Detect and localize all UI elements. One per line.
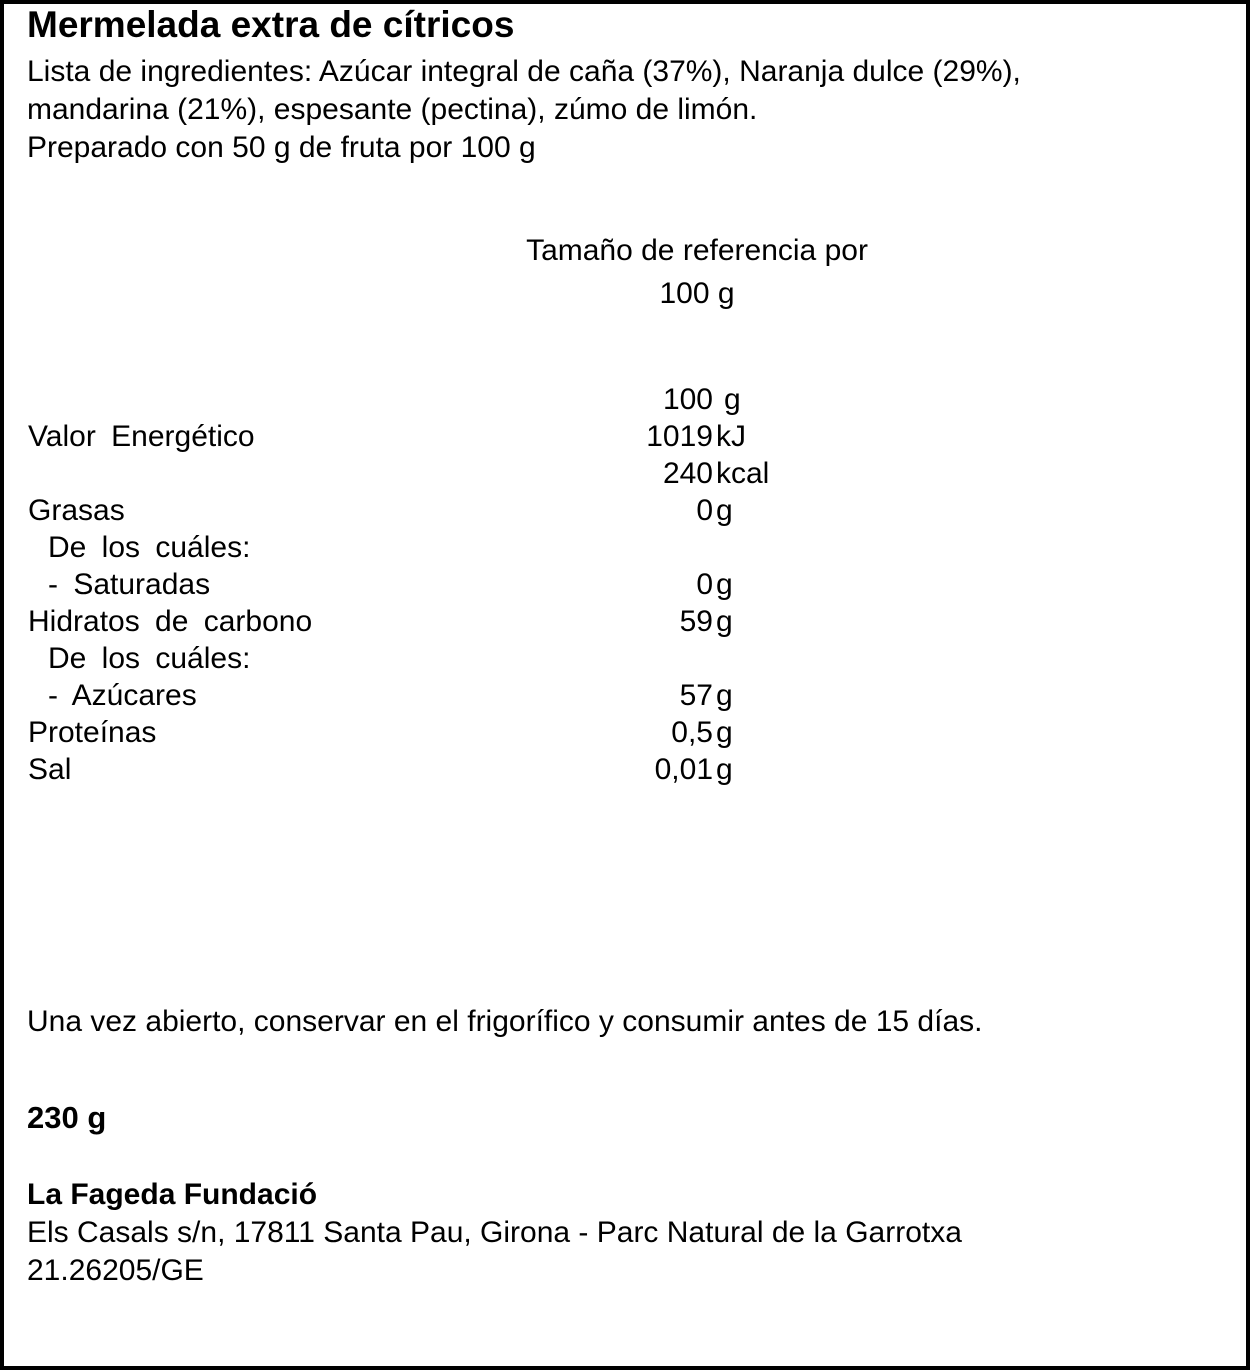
- reference-header-line-1: Tamaño de referencia por: [526, 234, 868, 267]
- net-weight: 230 g: [27, 1100, 107, 1135]
- ingredients-text: [27, 53, 1021, 129]
- storage-note: Una vez abierto, conservar en el frigorífico y consumir antes de 15 días.: [27, 1005, 983, 1038]
- nutrition-value-number: 0,5: [671, 716, 713, 749]
- product-title: Mermelada extra de cítricos: [27, 4, 515, 45]
- nutrition-value-number: 240: [662, 457, 713, 490]
- nutrition-row-label: - Saturadas: [48, 568, 211, 601]
- nutrition-table: [28, 381, 828, 788]
- nutrition-reference-header: [526, 229, 868, 315]
- nutrition-value-unit: g: [716, 494, 733, 527]
- nutrition-row-label: - Azúcares: [48, 679, 197, 712]
- ingredients-line-1: Lista de ingredientes: Azúcar integral de caña (37%), Naranja dulce (29%),: [27, 55, 1021, 88]
- nutrition-row-fat: [28, 492, 828, 529]
- nutrition-row-label: Hidratos de carbono: [28, 605, 313, 638]
- reference-header-line-2: 100 g: [659, 277, 735, 310]
- nutrition-row-label: Valor Energético: [28, 420, 255, 453]
- nutrition-row-protein: [28, 714, 828, 751]
- nutrition-row-label: Proteínas: [28, 716, 157, 749]
- nutrition-row-energy-kcal: [28, 455, 828, 492]
- nutrition-row-of-which-fat: [28, 529, 828, 566]
- nutrition-row-sugars: [28, 677, 828, 714]
- ingredients-line-2: mandarina (21%), espesante (pectina), zúmo de limón.: [27, 93, 758, 126]
- nutrition-value-unit: g: [716, 679, 733, 712]
- nutrition-row-saturated: [28, 566, 828, 603]
- manufacturer-block: [27, 1176, 962, 1290]
- nutrition-row-column-header: [28, 381, 828, 418]
- nutrition-row-label: De los cuáles:: [48, 642, 251, 675]
- nutrition-value-unit: g: [716, 716, 733, 749]
- nutrition-row-energy-kj: [28, 418, 828, 455]
- nutrition-row-salt: [28, 751, 828, 788]
- nutrition-value-unit: g: [716, 568, 733, 601]
- nutrition-value-unit: kcal: [716, 457, 770, 490]
- fruit-content-note: Preparado con 50 g de fruta por 100 g: [27, 131, 536, 164]
- manufacturer-address: Els Casals s/n, 17811 Santa Pau, Girona - Parc Natural de la Garrotxa: [27, 1216, 962, 1249]
- nutrition-value-unit: g: [716, 605, 733, 638]
- nutrition-row-carbohydrates: [28, 603, 828, 640]
- nutrition-value-number: 0: [696, 568, 713, 601]
- nutrition-row-label: De los cuáles:: [48, 531, 251, 564]
- nutrition-row-of-which-carbs: [28, 640, 828, 677]
- nutrition-value-number: 100: [662, 383, 713, 416]
- nutrition-value-number: 57: [679, 679, 713, 712]
- nutrition-value-number: 1019: [646, 420, 713, 453]
- nutrition-row-label: Sal: [28, 753, 72, 786]
- manufacturer-name: La Fageda Fundació: [27, 1178, 318, 1211]
- nutrition-value-unit: g: [724, 383, 741, 416]
- nutrition-value-number: 59: [679, 605, 713, 638]
- nutrition-value-unit: kJ: [716, 420, 746, 453]
- nutrition-value-number: 0: [696, 494, 713, 527]
- nutrition-row-label: Grasas: [28, 494, 125, 527]
- manufacturer-registration: 21.26205/GE: [27, 1254, 204, 1287]
- nutrition-value-number: 0,01: [654, 753, 713, 786]
- nutrition-value-unit: g: [716, 753, 733, 786]
